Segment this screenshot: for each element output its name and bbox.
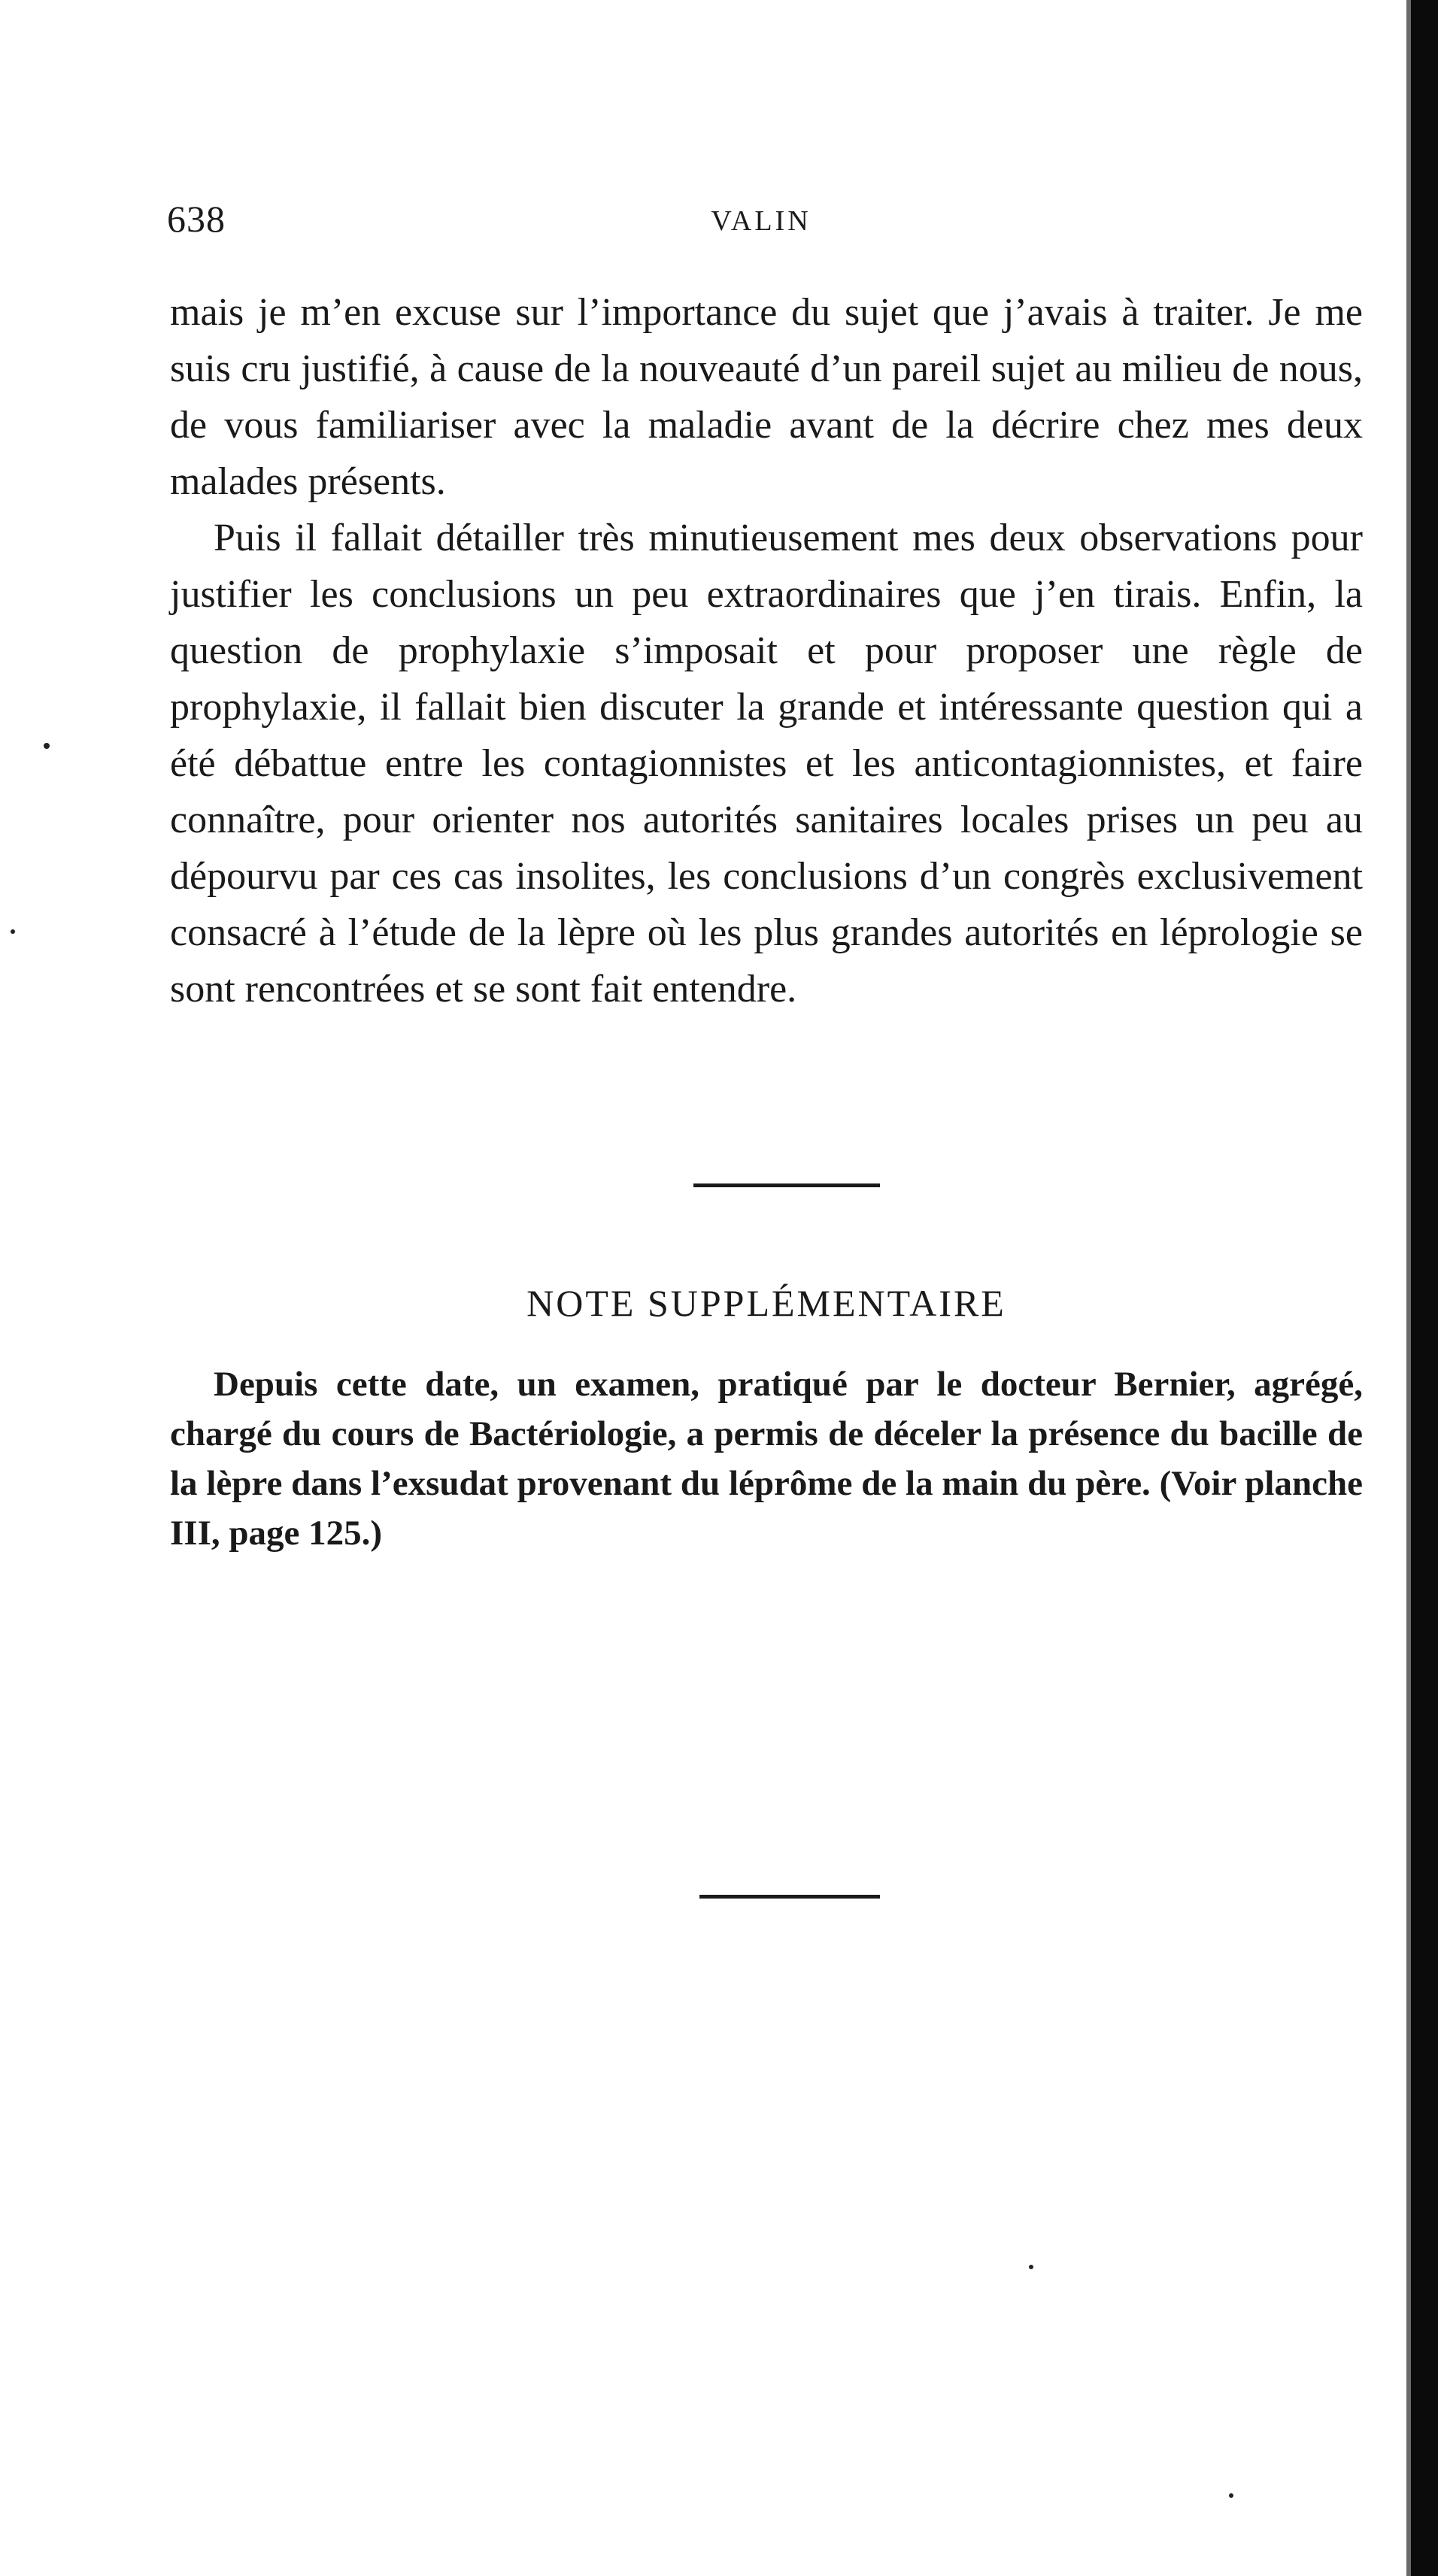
scan-speck bbox=[11, 929, 15, 934]
note-heading: NOTE SUPPLÉMENTAIRE bbox=[526, 1282, 1006, 1324]
paragraph: Puis il fallait détailler très minutieusement mes deux observations pour justifier les conclusions un peu extraordinaires que j’en tirais. Enfin, la question de prophylaxie s’imposait et pour proposer une règle de prophylaxie, il fallait bien discuter la grande et intéressante question qui a été débattue entre les contagionnistes et les anticontagionnistes, et faire connaître, pour orienter nos autorités sanitaires locales prises un peu au dépourvu par ces cas insolites, les conclusions d’un congrès exclusivement consacré à l’étude de la lèpre où les plus grandes autorités en léprologie se sont rencontrées et se sont fait entendre. bbox=[170, 517, 1363, 1011]
scan-speck bbox=[44, 743, 50, 749]
note-paragraph: Depuis cette date, un examen, pratiqué par le docteur Bernier, agrégé, chargé du cours de Bactériologie, a permis de déceler la présence du bacille de la lèpre dans l’exsudat provenant du léprôme de la main du père. (Voir planche III, page 125.) bbox=[170, 1365, 1363, 1553]
page-header bbox=[167, 197, 1355, 250]
page-number: 638 bbox=[167, 198, 226, 240]
running-head: VALIN bbox=[711, 205, 812, 237]
page-edge-border bbox=[1411, 0, 1438, 2576]
scan-speck bbox=[1229, 2493, 1233, 2498]
end-divider bbox=[699, 1895, 880, 1899]
scan-speck bbox=[1029, 2265, 1033, 2269]
body-text bbox=[170, 284, 1363, 1017]
section-divider bbox=[693, 1183, 880, 1187]
paragraph: mais je m’en excuse sur l’importance du sujet que j’avais à traiter. Je me suis cru justifié, à cause de la nouveauté d’un pareil sujet au milieu de nous, de vous familiariser avec la maladie avant de la décrire chez mes deux malades présents. bbox=[170, 291, 1363, 503]
